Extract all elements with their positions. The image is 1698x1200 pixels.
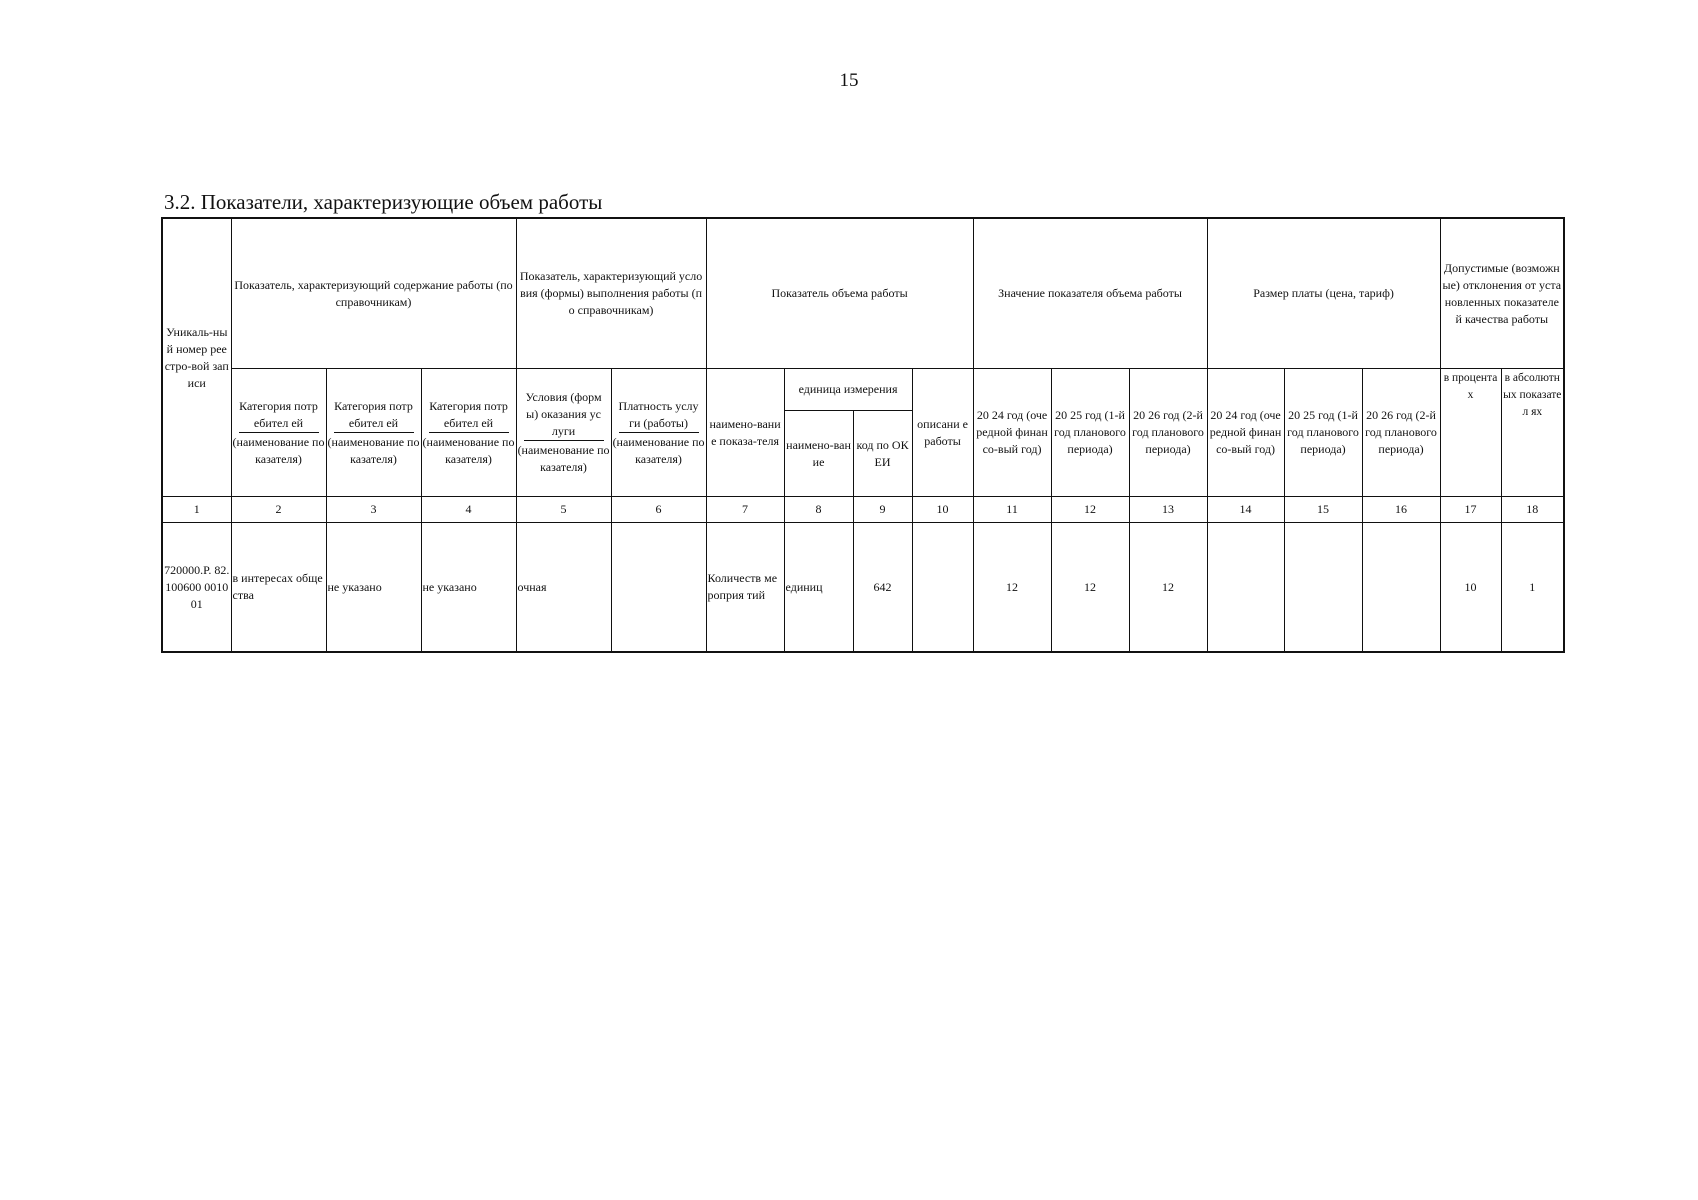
column-number: 18 bbox=[1501, 497, 1564, 523]
cell-value-2026: 12 bbox=[1129, 523, 1207, 653]
column-number: 8 bbox=[784, 497, 853, 523]
column-number: 2 bbox=[231, 497, 326, 523]
header-category-2: Категория потребител ей (наименование показателя) bbox=[326, 369, 421, 497]
column-number: 14 bbox=[1207, 497, 1284, 523]
column-number: 11 bbox=[973, 497, 1051, 523]
page-number: 15 bbox=[839, 70, 859, 91]
column-number: 4 bbox=[421, 497, 516, 523]
column-number: 9 bbox=[853, 497, 912, 523]
header-okei-code: код по ОКЕИ bbox=[853, 411, 912, 497]
cell-form: очная bbox=[516, 523, 611, 653]
column-number: 17 bbox=[1440, 497, 1501, 523]
column-number: 3 bbox=[326, 497, 421, 523]
header-indicator-name: наимено-вание показа-теля bbox=[706, 369, 784, 497]
cell-description bbox=[912, 523, 973, 653]
header-unit: единица измерения bbox=[784, 369, 912, 411]
cell-category-2: не указано bbox=[326, 523, 421, 653]
column-number: 15 bbox=[1284, 497, 1362, 523]
header-value-2026: 20 26 год (2-й год планового периода) bbox=[1129, 369, 1207, 497]
section-title: 3.2. Показатели, характеризующие объем работы bbox=[164, 190, 603, 214]
cell-okei-code: 642 bbox=[853, 523, 912, 653]
header-value-2024: 20 24 год (очередной финансо-вый год) bbox=[973, 369, 1051, 497]
cell-registry-number: 720000.Р. 82.100600 001001 bbox=[162, 523, 231, 653]
table-row bbox=[162, 523, 1564, 653]
column-number: 12 bbox=[1051, 497, 1129, 523]
header-deviations: Допустимые (возможные) отклонения от установленных показателей качества работы bbox=[1440, 218, 1564, 369]
header-fee-2025: 20 25 год (1-й год планового периода) bbox=[1284, 369, 1362, 497]
cell-deviation-absolute: 1 bbox=[1501, 523, 1564, 653]
header-paid: Платность услуги (работы) (наименование показателя) bbox=[611, 369, 706, 497]
cell-deviation-percent: 10 bbox=[1440, 523, 1501, 653]
header-conditions-indicator: Показатель, характеризующий условия (формы) выполнения работы (по справочникам) bbox=[516, 218, 706, 369]
header-fee-2026: 20 26 год (2-й год планового периода) bbox=[1362, 369, 1440, 497]
cell-fee-2025 bbox=[1284, 523, 1362, 653]
cell-category-3: не указано bbox=[421, 523, 516, 653]
cell-value-2025: 12 bbox=[1051, 523, 1129, 653]
header-value-2025: 20 25 год (1-й год планового периода) bbox=[1051, 369, 1129, 497]
column-number: 5 bbox=[516, 497, 611, 523]
column-number: 7 bbox=[706, 497, 784, 523]
column-number: 13 bbox=[1129, 497, 1207, 523]
header-in-absolute: в абсолютн ых показател ях bbox=[1501, 369, 1564, 497]
header-category-1: Категория потребител ей (наименование показателя) bbox=[231, 369, 326, 497]
cell-fee-2026 bbox=[1362, 523, 1440, 653]
cell-unit-name: единиц bbox=[784, 523, 853, 653]
header-unit-name: наимено-вание bbox=[784, 411, 853, 497]
cell-category-1: в интересах общества bbox=[231, 523, 326, 653]
header-content-indicator: Показатель, характеризующий содержание работы (по справочникам) bbox=[231, 218, 516, 369]
header-fee-size: Размер платы (цена, тариф) bbox=[1207, 218, 1440, 369]
header-fee-2024: 20 24 год (очередной финансо-вый год) bbox=[1207, 369, 1284, 497]
cell-indicator-name: Количеств мероприя тий bbox=[706, 523, 784, 653]
header-unique-number: Уникаль-ный номер реестро-вой записи bbox=[162, 218, 231, 497]
column-number: 10 bbox=[912, 497, 973, 523]
column-number: 16 bbox=[1362, 497, 1440, 523]
column-number: 1 bbox=[162, 497, 231, 523]
header-category-3: Категория потребител ей (наименование показателя) bbox=[421, 369, 516, 497]
header-work-description: описани е работы bbox=[912, 369, 973, 497]
cell-value-2024: 12 bbox=[973, 523, 1051, 653]
header-in-percent: в процента х bbox=[1440, 369, 1501, 497]
column-number: 6 bbox=[611, 497, 706, 523]
cell-fee-2024 bbox=[1207, 523, 1284, 653]
header-volume-indicator: Показатель объема работы bbox=[706, 218, 973, 369]
header-conditions: Условия (формы) оказания услуги (наименование показателя) bbox=[516, 369, 611, 497]
cell-paid bbox=[611, 523, 706, 653]
work-volume-table bbox=[161, 217, 1565, 653]
header-volume-value: Значение показателя объема работы bbox=[973, 218, 1207, 369]
